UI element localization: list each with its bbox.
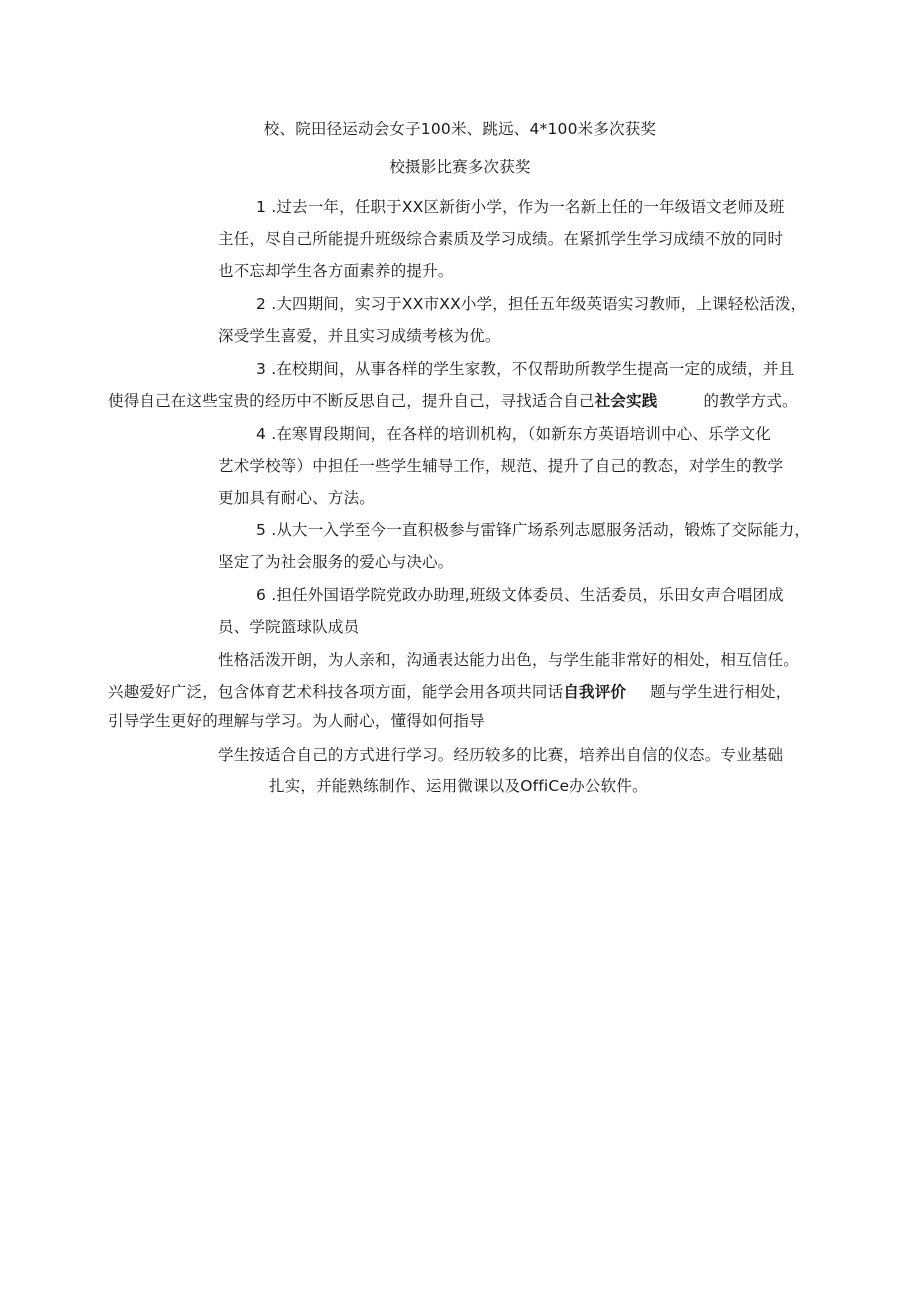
heading-self-evaluation: 自我评价 xyxy=(563,683,627,701)
item-4-line-3: 更加具有耐心、方法。 xyxy=(218,489,376,507)
self-eval-line-2-text: 兴趣爱好广泛，包含体育艺术科技各项方面，能学会用各项共同话 xyxy=(108,683,564,701)
item-2-number: 2 xyxy=(256,295,267,313)
self-eval-line-1: 性格活泼开朗，为人亲和，沟通表达能力出色，与学生能非常好的相处，相互信任。 xyxy=(218,651,799,669)
item-1-number: 1 xyxy=(256,198,267,216)
item-1-line-2: 主任，尽自己所能提升班级综合素质及学习成绩。在紧抓学生学习成绩不放的同时 xyxy=(218,230,784,248)
item-3-line-2-text: 使得自己在这些宝贵的经历中不断反思自己，提升自己，寻找适合自己 xyxy=(108,392,595,410)
self-eval-line-4: 学生按适合自己的方式进行学习。经历较多的比赛，培养出自信的仪态。专业基础 xyxy=(218,746,784,764)
award-line-1: 校、院田径运动会女子100米、跳远、4*100米多次获奖 xyxy=(263,120,657,138)
item-1-text: .过去一年，任职于XX区新街小学，作为一名新上任的一年级语文老师及班 xyxy=(271,198,785,216)
item-1-line-1 xyxy=(256,196,785,218)
self-eval-line-2 xyxy=(108,681,791,703)
item-5-line-1 xyxy=(256,519,810,541)
item-3-number: 3 xyxy=(256,360,267,378)
self-eval-line-5: 扎实，并能熟练制作、运用微课以及OffiCe办公软件。 xyxy=(269,777,648,795)
self-eval-line-2-end: 题与学生进行相处， xyxy=(650,683,792,701)
item-2-text: .大四期间，实习于XX市XX小学，担任五年级英语实习教师，上课轻松活泼， xyxy=(271,295,807,313)
item-6-line-1 xyxy=(256,584,784,606)
item-4-number: 4 xyxy=(256,425,267,443)
item-6-text: .担任外国语学院党政办助理,班级文体委员、生活委员，乐田女声合唱团成 xyxy=(271,586,784,604)
item-4-line-1 xyxy=(256,423,771,445)
award-line-2: 校摄影比赛多次获奖 xyxy=(389,158,531,176)
item-5-line-2: 坚定了为社会服务的爱心与决心。 xyxy=(218,553,454,571)
item-2-line-1 xyxy=(256,293,806,315)
item-5-number: 5 xyxy=(256,521,267,539)
item-3-line-2 xyxy=(108,390,798,412)
item-4-text: .在寒胃段期间，在各样的培训机构，（如新东方英语培训中心、乐学文化 xyxy=(271,425,771,443)
item-4-line-2: 艺术学校等）中担任一些学生辅导工作，规范、提升了自己的教态，对学生的教学 xyxy=(218,457,784,475)
item-5-text: .从大一入学至今一直积极参与雷锋广场系列志愿服务活动，锻炼了交际能力， xyxy=(271,521,811,539)
item-3-text: .在校期间，从事各样的学生家教，不仅帮助所教学生提高一定的成绩，并且 xyxy=(271,360,795,378)
heading-social-practice: 社会实践 xyxy=(594,392,658,410)
item-1-line-3: 也不忘却学生各方面素养的提升。 xyxy=(218,262,454,280)
item-2-line-2: 深受学生喜爱，并且实习成绩考核为优。 xyxy=(218,327,501,345)
item-6-number: 6 xyxy=(256,586,267,604)
self-eval-line-3: 引导学生更好的理解与学习。为人耐心，懂得如何指导 xyxy=(108,712,485,730)
item-3-line-2-end: 的教学方式。 xyxy=(703,392,798,410)
item-6-line-2: 员、学院篮球队成员 xyxy=(218,618,360,636)
item-3-line-1 xyxy=(256,358,794,380)
